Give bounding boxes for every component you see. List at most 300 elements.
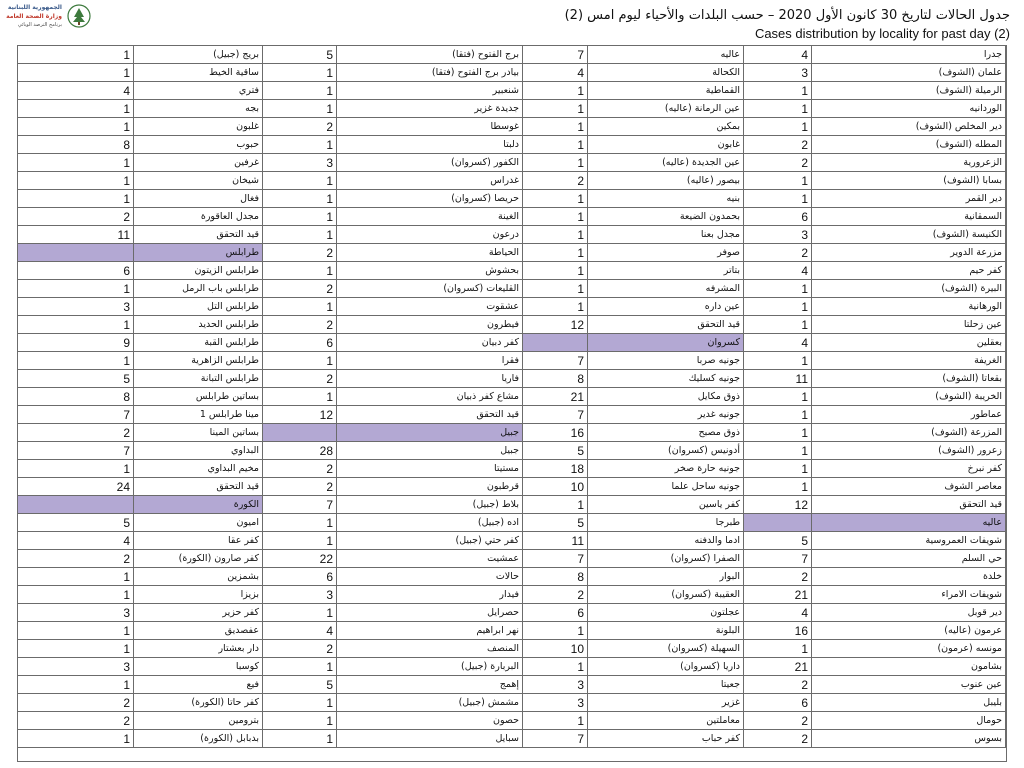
case-count-cell: 1 [523,208,588,226]
locality-name-cell: كفر عقا [134,532,263,550]
case-count-cell: 1 [744,82,812,100]
case-count-cell: 1 [263,82,337,100]
case-count-cell: 18 [523,460,588,478]
locality-name-cell: صوفر [588,244,744,262]
locality-name-cell: بساتين طرابلس [134,388,263,406]
case-count-cell: 6 [263,568,337,586]
locality-name-cell: القليعات (كسروان) [337,280,523,298]
locality-name-cell: ذوق مصبح [588,424,744,442]
locality-name-cell: غابون [588,136,744,154]
case-count-cell: 1 [18,586,134,604]
locality-name-cell: المنصف [337,640,523,658]
locality-name-cell: غزير [588,694,744,712]
locality-name-cell: كفر ياسين [588,496,744,514]
locality-name-cell: البوار [588,568,744,586]
ministry-logo [6,2,98,32]
case-count-cell: 5 [263,676,337,694]
locality-name-cell: جونيه كسليك [588,370,744,388]
region-header-cell: كسروان [588,334,744,352]
case-count-cell: 1 [744,118,812,136]
case-count-cell: 1 [523,226,588,244]
case-count-cell: 1 [18,622,134,640]
case-count-cell: 2 [18,550,134,568]
case-count-cell: 2 [263,640,337,658]
locality-name-cell: غلبون [134,118,263,136]
locality-name-cell: اده (جبيل) [337,514,523,532]
case-count-cell: 2 [744,244,812,262]
locality-name-cell: مجدل بعنا [588,226,744,244]
case-count-cell: 3 [744,64,812,82]
locality-name-cell: جونيه صربا [588,352,744,370]
locality-name-cell: عين داره [588,298,744,316]
locality-name-cell: الكفور (كسروان) [337,154,523,172]
locality-name-cell: غدراس [337,172,523,190]
case-count-cell: 1 [18,118,134,136]
case-count-cell: 4 [18,82,134,100]
locality-name-cell: جونيه ساحل علما [588,478,744,496]
case-count-cell: 2 [263,460,337,478]
case-count-cell: 1 [744,172,812,190]
case-count-cell: 3 [744,226,812,244]
case-count-cell: 2 [744,712,812,730]
locality-name-cell: البلونة [588,622,744,640]
case-count-cell: 12 [263,406,337,424]
case-count-cell: 1 [523,118,588,136]
case-count-cell: 1 [523,154,588,172]
locality-name-cell: قيد التحقق [134,478,263,496]
locality-name-cell: اميون [134,514,263,532]
case-count-cell: 1 [263,658,337,676]
page-title-english: Cases distribution by locality for past day (2) [754,26,1010,41]
case-count-cell: 1 [263,514,337,532]
locality-name-cell: عجلتون [588,604,744,622]
case-count-cell: 5 [263,46,337,64]
case-count-cell: 21 [523,388,588,406]
case-count-cell: 1 [744,442,812,460]
case-count-cell: 11 [523,532,588,550]
case-count-cell: 6 [263,334,337,352]
locality-name-cell: حومال [812,712,1006,730]
case-count-cell: 1 [744,424,812,442]
locality-name-cell: طبرجا [588,514,744,532]
locality-name-cell: عماطور [812,406,1006,424]
case-count-cell: 1 [263,262,337,280]
locality-name-cell: بساتين المينا [134,424,263,442]
case-count-cell: 1 [263,298,337,316]
case-count-cell: 3 [523,694,588,712]
case-count-cell: 1 [523,244,588,262]
case-count-cell: 16 [744,622,812,640]
locality-name-cell: معاصر الشوف [812,478,1006,496]
locality-name-cell: بلاط (جبيل) [337,496,523,514]
case-count-cell: 2 [263,280,337,298]
case-count-cell: 2 [263,244,337,262]
case-count-cell: 5 [523,514,588,532]
case-count-cell: 1 [263,694,337,712]
case-count-cell: 1 [744,640,812,658]
locality-name-cell: قيد التحقق [337,406,523,424]
case-count-cell: 1 [523,712,588,730]
case-count-cell: 1 [263,64,337,82]
locality-name-cell: كفر حاتا (الكورة) [134,694,263,712]
locality-name-cell: دير قوبل [812,604,1006,622]
locality-name-cell: كوسبا [134,658,263,676]
locality-name-cell: جبيل [337,442,523,460]
locality-name-cell: عرمون (عاليه) [812,622,1006,640]
case-count-cell: 1 [523,100,588,118]
case-count-cell: 2 [263,118,337,136]
locality-name-cell: فغال [134,190,263,208]
locality-name-cell: حصرايل [337,604,523,622]
locality-name-cell: شويفات الامراء [812,586,1006,604]
case-count-cell: 1 [523,82,588,100]
locality-name-cell: دير المخلص (الشوف) [812,118,1006,136]
case-count-cell: 2 [18,712,134,730]
case-count-cell: 7 [523,730,588,748]
case-count-cell: 1 [744,100,812,118]
case-count-cell: 1 [523,262,588,280]
case-count-cell: 1 [18,730,134,748]
locality-name-cell: بتاتر [588,262,744,280]
logo-line-3: برنامج الترصد الوبائي [17,22,62,28]
region-header-cell: عاليه [812,514,1006,532]
locality-name-cell: بحشوش [337,262,523,280]
case-count-cell: 1 [744,352,812,370]
locality-name-cell: بحمدون الضيعة [588,208,744,226]
case-count-cell: 1 [744,316,812,334]
locality-name-cell: المزرعة (الشوف) [812,424,1006,442]
locality-name-cell: طرابلس الزاهرية [134,352,263,370]
locality-name-cell: جونيه حارة صخر [588,460,744,478]
case-count-cell: 6 [18,262,134,280]
locality-name-cell: شويفات العمروسية [812,532,1006,550]
locality-name-cell: كفر صارون (الكورة) [134,550,263,568]
case-count-cell: 2 [744,730,812,748]
case-count-cell: 16 [523,424,588,442]
cases-table [17,45,1007,762]
locality-name-cell: عين الرمانة (عاليه) [588,100,744,118]
locality-name-cell: فيدار [337,586,523,604]
locality-name-cell: الوردانيه [812,100,1006,118]
case-count-cell: 2 [18,424,134,442]
case-count-cell: 8 [18,136,134,154]
case-count-cell: 2 [744,568,812,586]
locality-name-cell: بمكين [588,118,744,136]
locality-name-cell: فتري [134,82,263,100]
region-header-cell: طرابلس [134,244,263,262]
case-count-cell: 1 [523,622,588,640]
locality-name-cell: بريج (جبيل) [134,46,263,64]
locality-name-cell: حريصا (كسروان) [337,190,523,208]
case-count-cell: 1 [523,496,588,514]
case-count-cell: 1 [263,208,337,226]
locality-name-cell: الرميلة (الشوف) [812,82,1006,100]
case-count-cell: 11 [18,226,134,244]
locality-name-cell: مستيتا [337,460,523,478]
case-count-cell: 1 [744,388,812,406]
locality-name-cell: البربارة (جبيل) [337,658,523,676]
case-count-cell [263,424,337,442]
case-count-cell: 2 [263,478,337,496]
case-count-cell: 1 [18,316,134,334]
locality-name-cell: طرابلس القبة [134,334,263,352]
case-count-cell: 1 [18,280,134,298]
case-count-cell: 7 [18,406,134,424]
case-count-cell: 4 [263,622,337,640]
locality-name-cell: بدبابل (الكورة) [134,730,263,748]
locality-name-cell: حبوب [134,136,263,154]
locality-name-cell: كفر حزير [134,604,263,622]
locality-name-cell: الغينة [337,208,523,226]
case-count-cell: 12 [744,496,812,514]
case-count-cell: 3 [18,604,134,622]
case-count-cell: 3 [263,586,337,604]
case-count-cell: 1 [18,190,134,208]
case-count-cell: 1 [263,226,337,244]
case-count-cell: 1 [263,136,337,154]
locality-name-cell: أدونيس (كسروان) [588,442,744,460]
case-count-cell: 1 [263,172,337,190]
locality-name-cell: عين زحلتا [812,316,1006,334]
locality-name-cell: بيادر برج الفتوح (فتقا) [337,64,523,82]
locality-name-cell: مينا طرابلس 1 [134,406,263,424]
locality-name-cell: المطله (الشوف) [812,136,1006,154]
case-count-cell: 21 [744,586,812,604]
locality-name-cell: الزعرورية [812,154,1006,172]
locality-name-cell: كفر حتي (جبيل) [337,532,523,550]
locality-name-cell: فاريا [337,370,523,388]
locality-name-cell: شنعبير [337,82,523,100]
case-count-cell: 2 [263,370,337,388]
case-count-cell: 1 [18,460,134,478]
case-count-cell: 7 [523,550,588,568]
locality-name-cell: بنيه [588,190,744,208]
case-count-cell [744,514,812,532]
case-count-cell: 11 [744,370,812,388]
locality-name-cell: عشقوت [337,298,523,316]
locality-name-cell: حالات [337,568,523,586]
locality-name-cell: فيع [134,676,263,694]
case-count-cell: 8 [18,388,134,406]
locality-name-cell: غوسطا [337,118,523,136]
locality-name-cell: الصفرا (كسروان) [588,550,744,568]
locality-name-cell: بيصور (عاليه) [588,172,744,190]
locality-name-cell: بجه [134,100,263,118]
locality-name-cell: مخيم البداوي [134,460,263,478]
case-count-cell: 2 [523,586,588,604]
case-count-cell: 1 [263,730,337,748]
case-count-cell: 2 [744,154,812,172]
case-count-cell: 1 [263,352,337,370]
locality-name-cell: قرطبون [337,478,523,496]
locality-name-cell: السهيلة (كسروان) [588,640,744,658]
case-count-cell: 7 [523,352,588,370]
case-count-cell: 1 [18,46,134,64]
case-count-cell: 4 [523,64,588,82]
locality-name-cell: دلبتا [337,136,523,154]
case-count-cell: 12 [523,316,588,334]
case-count-cell [18,244,134,262]
locality-name-cell: بترومين [134,712,263,730]
case-count-cell: 1 [18,568,134,586]
case-count-cell [523,334,588,352]
case-count-cell: 1 [523,280,588,298]
locality-name-cell: جديدة غزير [337,100,523,118]
locality-name-cell: عفصديق [134,622,263,640]
case-count-cell: 1 [263,388,337,406]
locality-name-cell: عمشيت [337,550,523,568]
page-title-arabic: جدول الحالات لتاريخ 30 كانون الأول 2020 – حسب البلدات والأحياء ليوم امس (2) [564,8,1010,23]
case-count-cell: 1 [523,190,588,208]
case-count-cell: 1 [263,712,337,730]
locality-name-cell: علمان (الشوف) [812,64,1006,82]
case-count-cell: 9 [18,334,134,352]
locality-name-cell: عاليه [588,46,744,64]
case-count-cell: 1 [523,658,588,676]
case-count-cell: 3 [18,658,134,676]
case-count-cell: 2 [18,694,134,712]
locality-name-cell: الورهانية [812,298,1006,316]
case-count-cell: 1 [744,406,812,424]
case-count-cell: 6 [744,208,812,226]
locality-name-cell: ادما والدفنه [588,532,744,550]
case-count-cell: 8 [523,370,588,388]
locality-name-cell: مشاع كفر ذبيان [337,388,523,406]
case-count-cell: 1 [263,190,337,208]
locality-name-cell: كفر حيم [812,262,1006,280]
locality-name-cell: جعيتا [588,676,744,694]
locality-name-cell: زعرور (الشوف) [812,442,1006,460]
locality-name-cell: طرابلس الزيتون [134,262,263,280]
cedar-seal-icon [66,4,92,28]
case-count-cell: 1 [18,172,134,190]
locality-name-cell: سبايل [337,730,523,748]
case-count-cell: 3 [263,154,337,172]
case-count-cell: 10 [523,478,588,496]
case-count-cell: 1 [523,298,588,316]
case-count-cell: 6 [523,604,588,622]
locality-name-cell: قيد التحقق [812,496,1006,514]
locality-name-cell: بشامون [812,658,1006,676]
locality-name-cell: طرابلس الحديد [134,316,263,334]
locality-name-cell: السمقانية [812,208,1006,226]
case-count-cell: 28 [263,442,337,460]
case-count-cell: 8 [523,568,588,586]
case-count-cell: 1 [744,478,812,496]
case-count-cell: 1 [263,100,337,118]
locality-name-cell: البيرة (الشوف) [812,280,1006,298]
locality-name-cell: العقيبة (كسروان) [588,586,744,604]
case-count-cell: 1 [18,154,134,172]
case-count-cell: 10 [523,640,588,658]
locality-name-cell: مجدل العاقورة [134,208,263,226]
case-count-cell: 2 [744,676,812,694]
locality-name-cell: القماطية [588,82,744,100]
locality-name-cell: قيد التحقق [588,316,744,334]
locality-name-cell: بعقلين [812,334,1006,352]
case-count-cell: 4 [744,604,812,622]
locality-name-cell: درعون [337,226,523,244]
locality-name-cell: مونسه (عرمون) [812,640,1006,658]
case-count-cell: 1 [263,532,337,550]
case-count-cell: 4 [744,334,812,352]
locality-name-cell: ساقية الخيط [134,64,263,82]
locality-name-cell: كفر نبرخ [812,460,1006,478]
case-count-cell: 2 [18,208,134,226]
locality-name-cell: الخريبة (الشوف) [812,388,1006,406]
case-count-cell: 1 [744,460,812,478]
locality-name-cell: خلدة [812,568,1006,586]
case-count-cell: 4 [744,262,812,280]
case-count-cell: 2 [744,136,812,154]
case-count-cell: 7 [18,442,134,460]
locality-name-cell: طرابلس التبانة [134,370,263,388]
locality-name-cell: بليبل [812,694,1006,712]
case-count-cell: 5 [18,514,134,532]
locality-name-cell: فيطرون [337,316,523,334]
locality-name-cell: عين عنوب [812,676,1006,694]
case-count-cell: 5 [744,532,812,550]
case-count-cell: 7 [523,406,588,424]
locality-name-cell: فقرا [337,352,523,370]
locality-name-cell: قيد التحقق [134,226,263,244]
locality-name-cell: جونيه غدير [588,406,744,424]
case-count-cell: 2 [523,172,588,190]
locality-name-cell: الكنيسة (الشوف) [812,226,1006,244]
case-count-cell: 3 [18,298,134,316]
case-count-cell: 7 [523,46,588,64]
locality-name-cell: غرفين [134,154,263,172]
case-count-cell: 1 [523,136,588,154]
locality-name-cell: بقعاتا (الشوف) [812,370,1006,388]
case-count-cell: 4 [18,532,134,550]
case-count-cell: 1 [744,190,812,208]
locality-name-cell: دير القمر [812,190,1006,208]
case-count-cell: 2 [263,316,337,334]
case-count-cell: 1 [744,298,812,316]
case-count-cell [18,496,134,514]
region-header-cell: جبيل [337,424,523,442]
logo-line-2: وزارة الصحة العامة [6,13,62,20]
case-count-cell: 1 [18,676,134,694]
locality-name-cell: بسابا (الشوف) [812,172,1006,190]
locality-name-cell: البداوي [134,442,263,460]
locality-name-cell: بشمزين [134,568,263,586]
locality-name-cell: المشرفه [588,280,744,298]
locality-name-cell: دار بعشتار [134,640,263,658]
locality-name-cell: ذوق مكايل [588,388,744,406]
case-count-cell: 3 [523,676,588,694]
locality-name-cell: الحياطة [337,244,523,262]
case-count-cell: 5 [523,442,588,460]
locality-name-cell: مزرعة الدوير [812,244,1006,262]
locality-name-cell: نهر ابراهيم [337,622,523,640]
case-count-cell: 7 [263,496,337,514]
locality-name-cell: بزيزا [134,586,263,604]
case-count-cell: 1 [263,604,337,622]
locality-name-cell: معاملتين [588,712,744,730]
case-count-cell: 5 [18,370,134,388]
locality-name-cell: عين الجديدة (عاليه) [588,154,744,172]
locality-name-cell: إهمج [337,676,523,694]
case-count-cell: 1 [18,64,134,82]
case-count-cell: 22 [263,550,337,568]
case-count-cell: 4 [744,46,812,64]
locality-name-cell: الغريفة [812,352,1006,370]
locality-name-cell: بسوس [812,730,1006,748]
case-count-cell: 1 [744,280,812,298]
locality-name-cell: حي السلم [812,550,1006,568]
